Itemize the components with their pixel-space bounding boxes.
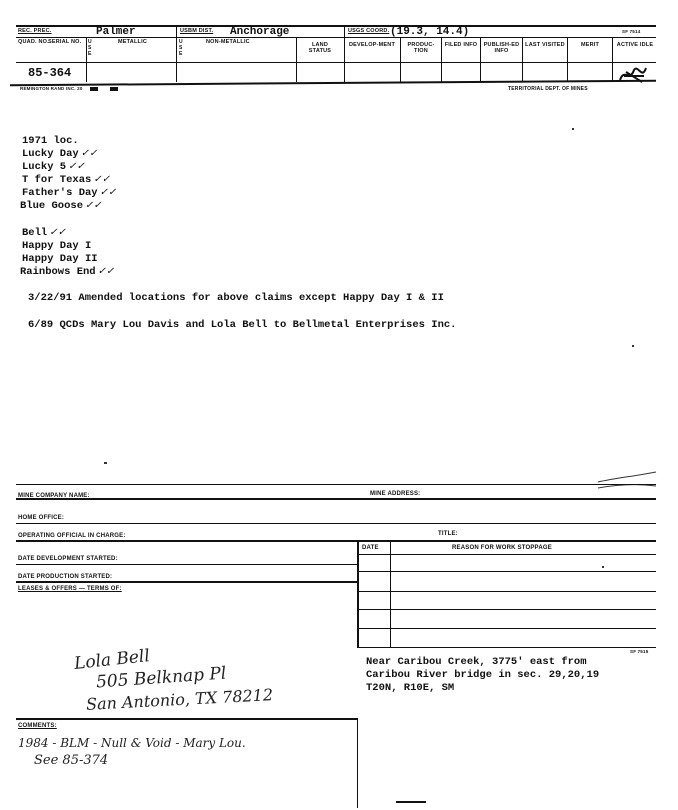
usgs-coord-value: (19.3, 14.4) — [390, 26, 470, 38]
rec-prec-value: Palmer — [96, 26, 136, 38]
merit-label: MERIT — [580, 42, 600, 48]
claim-line: Father's Day ✓✓ — [22, 187, 117, 199]
form-number: SF 7514 — [622, 29, 641, 34]
location-line-2: Caribou River bridge in sec. 29,20,19 — [366, 669, 600, 681]
mine-address-label: MINE ADDRESS: — [370, 491, 421, 497]
rec-prec-label: REC. PREC. — [18, 28, 52, 34]
non-metallic-label: NON-METALLIC — [206, 39, 250, 45]
quad-number-value: 85-364 — [28, 66, 72, 80]
location-line-3: T20N, R10E, SM — [366, 682, 455, 694]
handwritten-street: 505 Belknap Pl — [95, 663, 227, 693]
metallic-u: U — [88, 39, 92, 45]
development-label: DEVELOP-MENT — [348, 42, 396, 48]
form-number-lower: SF 7515 — [630, 649, 649, 654]
handwritten-comment-2: See 85-374 — [34, 753, 109, 768]
usgs-coord-label: USGS COORD. — [348, 28, 390, 34]
quad-no-label: QUAD. NO. — [18, 39, 49, 45]
claim-line: Happy Day I — [22, 240, 92, 252]
comments-label: COMMENTS: — [18, 723, 57, 729]
handwritten-comment-1: 1984 - BLM - Null & Void - Mary Lou. — [18, 736, 246, 750]
published-info-label: PUBLISH-ED INFO — [483, 42, 520, 54]
location-line-1: Near Caribou Creek, 3775' east from — [366, 656, 587, 668]
title-label: TITLE: — [438, 531, 458, 537]
operating-official-label: OPERATING OFFICIAL IN CHARGE: — [18, 533, 126, 539]
metallic-e: E — [88, 51, 92, 57]
serial-no-label: SERIAL NO. — [48, 39, 82, 45]
date-column-header: DATE — [362, 545, 379, 551]
leases-offers-label: LEASES & OFFERS — TERMS OF: — [18, 586, 122, 592]
reason-column-header: REASON FOR WORK STOPPAGE — [452, 545, 552, 551]
last-visited-label: LAST VISITED — [525, 42, 565, 48]
mine-company-name-label: MINE COMPANY NAME: — [18, 493, 90, 499]
non-metallic-e: E — [179, 51, 183, 57]
claim-line: 1971 loc. — [22, 135, 79, 147]
note-qcd: 6/89 QCDs Mary Lou Davis and Lola Bell to Bellmetal Enterprises Inc. — [28, 319, 457, 331]
claim-line: T for Texas ✓✓ — [22, 174, 111, 186]
scribble-icon — [616, 62, 652, 86]
usbm-dist-value: Anchorage — [230, 26, 290, 38]
date-production-label: DATE PRODUCTION STARTED: — [18, 574, 113, 580]
printer-credit: REMINGTON RAND INC. 20 — [20, 86, 83, 91]
metallic-s: S — [88, 45, 92, 51]
territorial-dept: TERRITORIAL DEPT. OF MINES — [508, 86, 588, 92]
claim-line: Happy Day II — [22, 253, 98, 265]
non-metallic-s: S — [179, 45, 183, 51]
date-development-label: DATE DEVELOPMENT STARTED: — [18, 556, 118, 562]
metallic-label: METALLIC — [118, 39, 147, 45]
claim-line: Blue Goose ✓✓ — [20, 200, 102, 212]
handwritten-name: Lola Bell — [73, 646, 151, 674]
production-label: PRODUC-TION — [407, 42, 435, 54]
home-office-label: HOME OFFICE: — [18, 515, 65, 521]
claim-line: Bell ✓✓ — [22, 227, 66, 239]
claim-line: Lucky 5 ✓✓ — [22, 161, 85, 173]
non-metallic-u: U — [179, 39, 183, 45]
filed-info-label: FILED INFO — [444, 42, 478, 48]
active-idle-label: ACTIVE IDLE — [616, 42, 654, 48]
usbm-dist-label: USBM DIST. — [180, 28, 214, 34]
note-amended: 3/22/91 Amended locations for above claims except Happy Day I & II — [28, 292, 444, 304]
land-status-label: LAND STATUS — [308, 42, 332, 54]
claim-line: Lucky Day ✓✓ — [22, 148, 98, 160]
handwritten-city: San Antonio, TX 78212 — [85, 685, 274, 714]
claim-line: Rainbows End ✓✓ — [20, 266, 115, 278]
